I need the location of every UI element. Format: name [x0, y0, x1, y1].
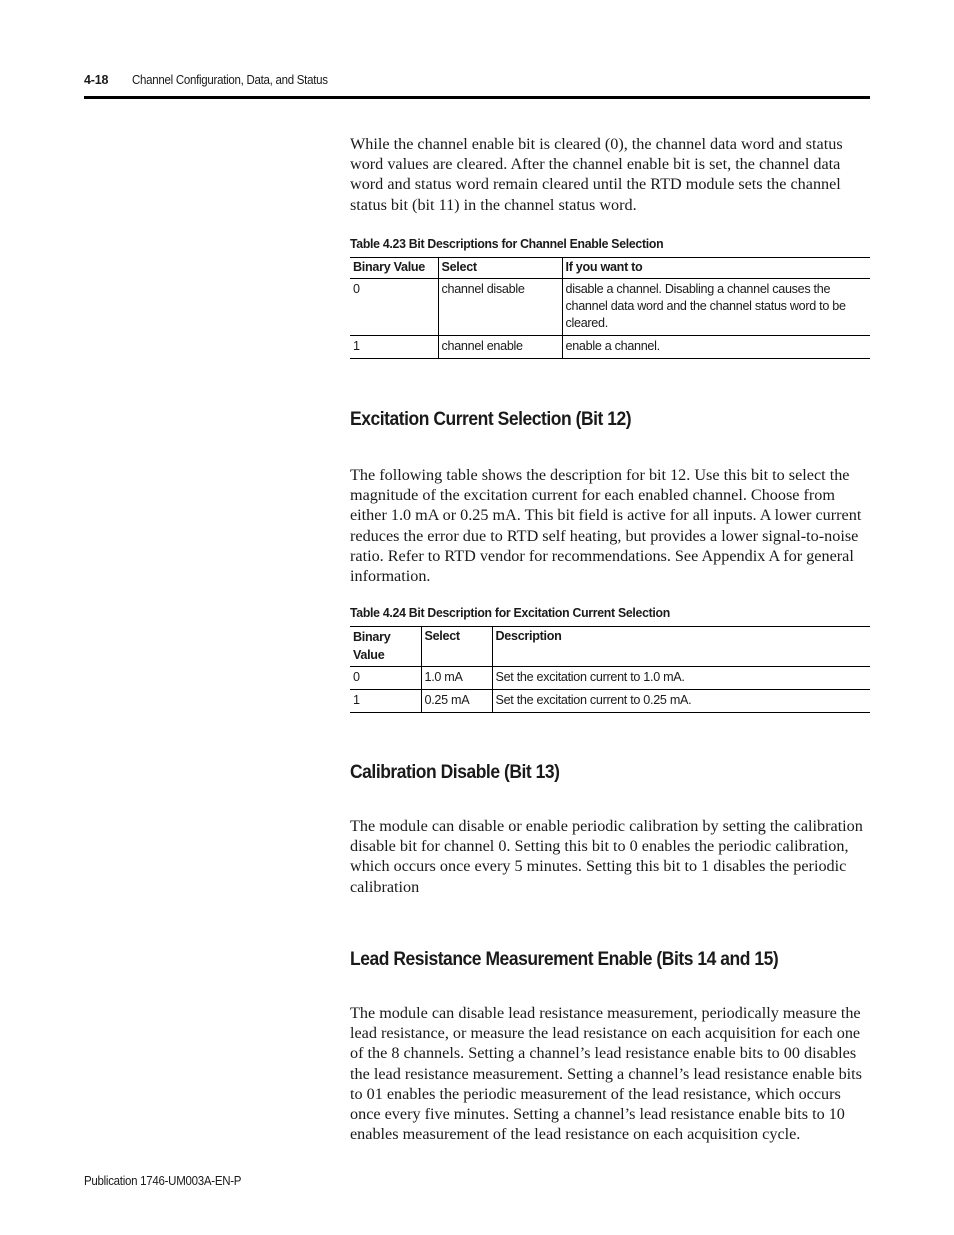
table-4-24-caption: Table 4.24 Bit Description for Excitation Current Selection — [350, 605, 670, 620]
table-cell: 0.25 mA — [421, 690, 492, 713]
section-heading-lead-resistance: Lead Resistance Measurement Enable (Bits 14 and 15) — [350, 949, 779, 970]
table-row — [350, 667, 870, 690]
table-4-23-caption: Table 4.23 Bit Descriptions for Channel Enable Selection — [350, 236, 664, 251]
running-header-title: Channel Configuration, Data, and Status — [132, 73, 328, 87]
column-header: If you want to — [562, 258, 870, 279]
table-row — [350, 690, 870, 713]
column-header: Description — [492, 627, 870, 667]
page-number: 4-18 — [84, 73, 109, 87]
table-cell: disable a channel. Disabling a channel causes the channel data word and the channel status word to be cleared. — [562, 279, 870, 336]
table-cell: 1 — [350, 690, 421, 713]
calibration-paragraph: The module can disable or enable periodic calibration by setting the calibration disable bit for channel 0. Setting this bit to 0 enables the periodic calibration, which occurs once every 5 minutes. Setting this bit to 1 disables the periodic calibration — [350, 817, 863, 896]
table-header-row — [350, 627, 870, 667]
table-cell: 1 — [350, 336, 438, 359]
column-header: Select — [421, 627, 492, 667]
table-row — [350, 336, 870, 359]
column-header — [350, 627, 421, 667]
table-cell: channel disable — [438, 279, 562, 336]
table-cell: 0 — [350, 667, 421, 690]
table-4-24 — [350, 626, 870, 713]
table-cell: Set the excitation current to 0.25 mA. — [492, 690, 870, 713]
section-heading-excitation: Excitation Current Selection (Bit 12) — [350, 409, 632, 430]
table-cell: Set the excitation current to 1.0 mA. — [492, 667, 870, 690]
table-cell: 1.0 mA — [421, 667, 492, 690]
table-4-23 — [350, 257, 870, 359]
table-cell: 0 — [350, 279, 438, 336]
header-rule — [84, 96, 870, 99]
table-cell: channel enable — [438, 336, 562, 359]
column-header: Binary Value — [350, 258, 438, 279]
table-header-row — [350, 258, 870, 279]
excitation-section — [350, 465, 870, 586]
binary-value-header: Binary Value — [353, 630, 391, 662]
section-heading-calibration: Calibration Disable (Bit 13) — [350, 762, 560, 783]
column-header: Select — [438, 258, 562, 279]
intro-section — [350, 134, 870, 215]
lead-resistance-paragraph: The module can disable lead resistance measurement, periodically measure the lead resistance, or measure the lead resistance on each acquisition for each one of the 8 channels. Setting a channel’s lead resistance enable bits to 00 disables the lead resistance measurement. Setting a channel’s lead resistance enable bits to 01 enables the periodic measurement of the lead resistance, which occurs once every five minutes. Setting a channel’s lead resistance enable bits to 10 enables measurement of the lead resistance on each acquisition cycle. — [350, 1004, 862, 1144]
table-row — [350, 279, 870, 336]
intro-paragraph: While the channel enable bit is cleared (0), the channel data word and status word values are cleared. After the channel enable bit is set, the channel data word and status word remain cleared until the RTD module sets the channel status bit (bit 11) in the channel status word. — [350, 135, 843, 214]
publication-footer: Publication 1746-UM003A-EN-P — [84, 1174, 242, 1188]
table-cell: enable a channel. — [562, 336, 870, 359]
calibration-section — [350, 816, 870, 897]
lead-resistance-section — [350, 1003, 870, 1144]
excitation-paragraph: The following table shows the description for bit 12. Use this bit to select the magnitude of the excitation current for each enabled channel. Choose from either 1.0 mA or 0.25 mA. This bit field is active for all inputs. A lower current reduces the error due to RTD self heating, but provides a lower signal-to-noise ratio. Refer to RTD vendor for recommendations. See Appendix A for general information. — [350, 466, 862, 586]
